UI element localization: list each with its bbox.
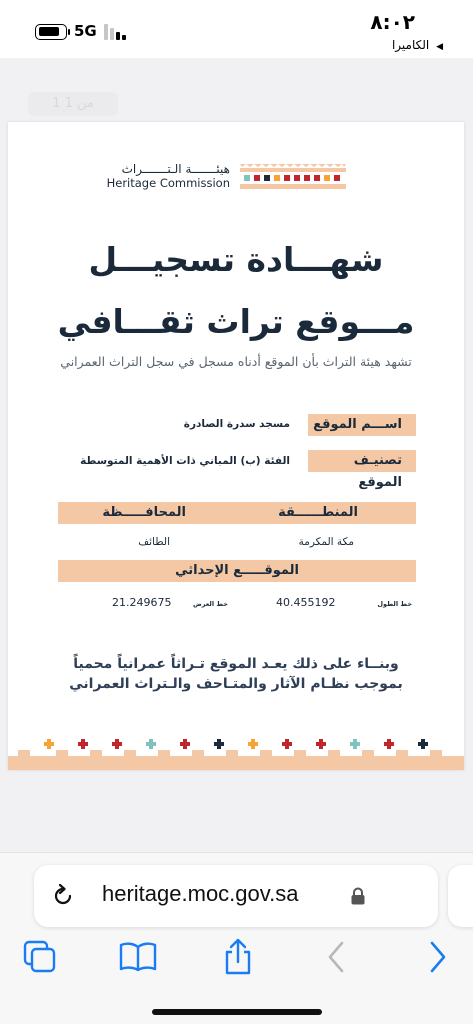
home-indicator[interactable] xyxy=(152,1009,322,1015)
longitude-label: خط الطول xyxy=(377,600,412,608)
signal-icon xyxy=(104,24,130,40)
classification-value: الفئة (ب) المباني ذات الأهمية المتوسطة xyxy=(80,455,290,467)
network-type: 5G xyxy=(74,22,97,40)
status-time: ٨:٠٢ xyxy=(370,10,415,34)
certificate-title-line2: مـــوقع تراث ثقـــافي xyxy=(57,302,415,341)
tabs-icon[interactable] xyxy=(20,937,60,977)
region-header-bar xyxy=(58,502,416,524)
closing-line2: بموجب نظـام الآثار والمتـاحف والـتراث العمراني xyxy=(69,676,403,692)
classification-label: تصنيـف الموقع xyxy=(308,450,416,472)
logo-mark-icon xyxy=(238,164,348,190)
url-text[interactable]: heritage.moc.gov.sa xyxy=(102,881,299,906)
certificate-page xyxy=(8,122,464,770)
back-triangle-icon: ◀ xyxy=(436,42,443,52)
latitude-value: 21.249675 xyxy=(112,596,172,609)
share-icon[interactable] xyxy=(218,937,258,977)
closing-line1: وبنــاء على ذلك يعـد الموقع تـراثاً عمرانياً محمياً xyxy=(73,656,399,672)
certificate-subtitle: تشهد هيئة التراث بأن الموقع أدناه مسجل في سجل التراث العمراني xyxy=(60,354,412,369)
latitude-label: خط العرض xyxy=(192,600,228,608)
reload-icon[interactable] xyxy=(50,883,76,909)
coordinates-header-bar xyxy=(58,560,416,582)
page-counter: 1 من 1 xyxy=(28,92,118,116)
heritage-commission-logo xyxy=(106,162,348,194)
address-bar[interactable] xyxy=(34,865,438,927)
decorative-border-pattern xyxy=(8,730,464,770)
chevron-left-icon[interactable] xyxy=(316,937,356,977)
governorate-value: الطائف xyxy=(138,536,170,548)
longitude-value: 40.455192 xyxy=(276,596,336,609)
coordinates-label: الموقـــــع الإحداثي xyxy=(175,563,299,578)
chevron-right-icon[interactable] xyxy=(418,937,458,977)
closing-statement xyxy=(8,654,464,694)
certificate-title-line1: شهـــادة تسجيـــل xyxy=(88,240,384,279)
next-tab-address-bar[interactable] xyxy=(448,865,473,927)
site-name-value: مسجد سدرة الصادرة xyxy=(183,418,290,430)
battery-icon xyxy=(35,24,67,40)
site-name-label: اســـم الموقع xyxy=(308,414,416,436)
book-icon[interactable] xyxy=(118,937,158,977)
back-to-app-link[interactable] xyxy=(392,38,443,52)
governorate-label: المحافـــــظة xyxy=(102,505,186,520)
region-label: المنطــــــقة xyxy=(278,505,358,520)
logo-text-english: Heritage Commission xyxy=(106,176,230,190)
status-bar xyxy=(0,0,473,58)
logo-text-arabic: هيئـــــــة الـتـــــــراث xyxy=(121,162,230,176)
lock-icon xyxy=(350,887,366,905)
back-app-label: الكاميرا xyxy=(391,38,430,52)
browser-bottom-bar xyxy=(0,852,473,1024)
region-value: مكة المكرمة xyxy=(298,536,354,548)
